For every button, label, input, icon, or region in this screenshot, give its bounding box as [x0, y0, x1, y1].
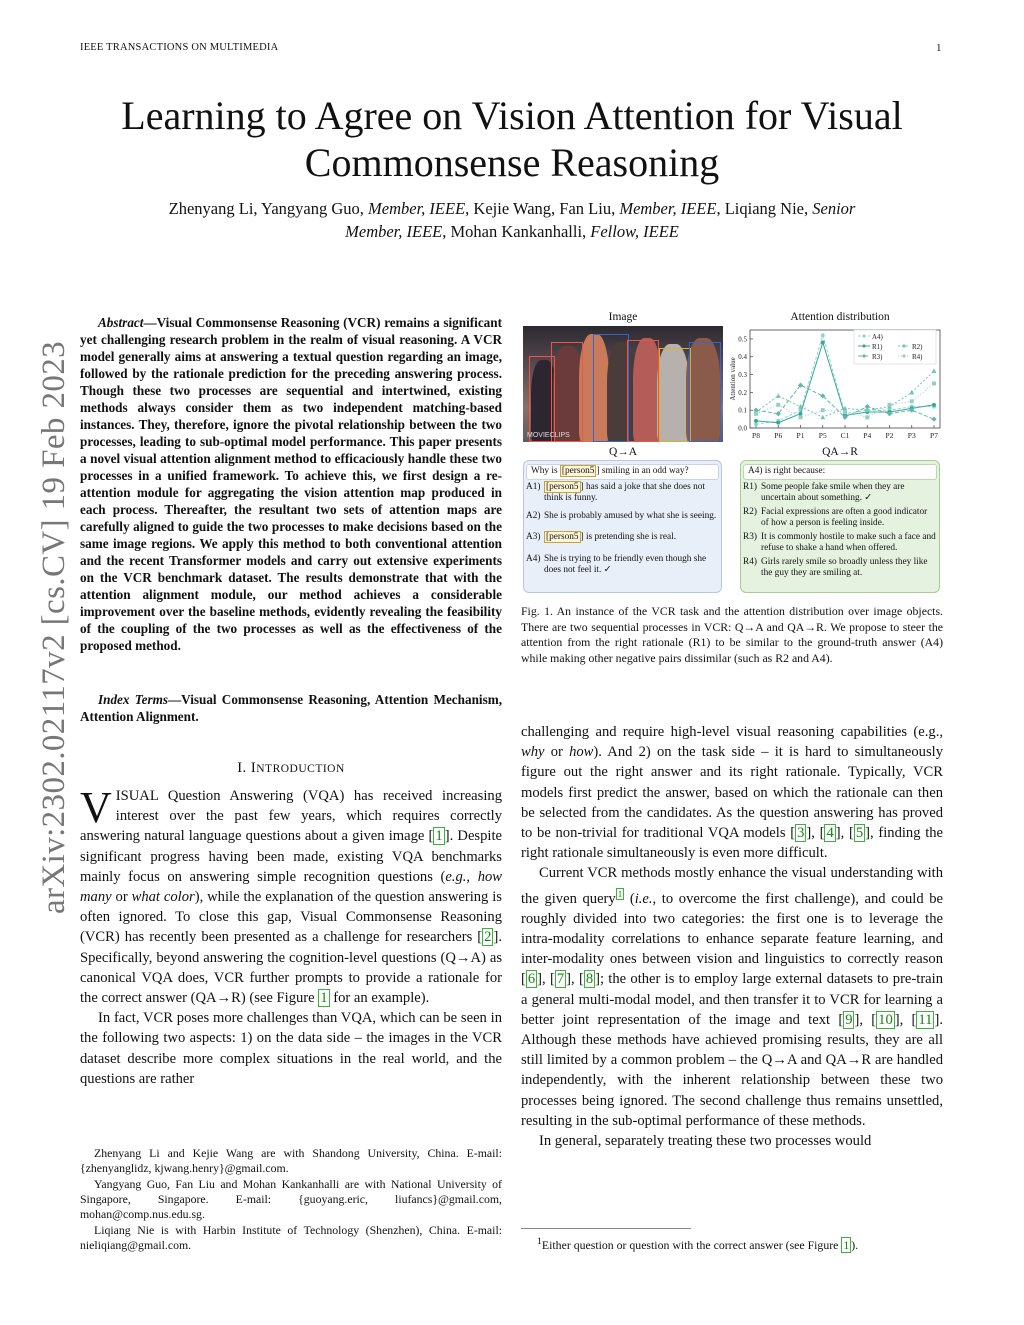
footnote-mark: 1 — [537, 1236, 542, 1247]
option-key: A3) — [526, 532, 541, 542]
data-point — [820, 415, 825, 420]
text-run: , finding the right rationale simultaneously is even more difficult. — [521, 825, 944, 862]
citation-link[interactable]: 9 — [845, 1011, 853, 1028]
text-run: , — [542, 971, 550, 988]
text-run: , — [811, 825, 820, 842]
y-axis-label: Attention value — [729, 357, 737, 401]
rationale-option — [743, 532, 937, 555]
author-list — [80, 197, 944, 243]
legend-label: R3) — [872, 353, 883, 361]
figure-image-label: Image — [608, 311, 638, 323]
data-point — [909, 390, 914, 395]
text-run: or — [544, 744, 570, 761]
x-tick-label: P5 — [818, 431, 827, 440]
text-run: for an example). — [329, 990, 430, 1007]
figure-movie-still — [523, 326, 723, 442]
answer-option — [526, 554, 719, 577]
footnote-1 — [537, 1236, 858, 1253]
qar-label: QA→R — [822, 446, 858, 458]
data-point — [931, 416, 936, 421]
data-point — [754, 422, 758, 426]
text-run: ] smiling in an odd way? — [596, 466, 689, 476]
legend-marker — [902, 344, 905, 347]
figure-attention-label: Attention distribution — [790, 311, 890, 323]
x-tick-label: P7 — [930, 431, 938, 440]
option-text: ] is pretending she is real. — [580, 532, 677, 542]
qa-label: Q→A — [608, 446, 638, 458]
citation-link[interactable]: 11 — [918, 1011, 933, 1028]
attention-chart — [728, 326, 944, 446]
abstract-label: Abstract — [98, 315, 144, 330]
x-tick-label: P6 — [774, 431, 783, 440]
rationale-box — [740, 460, 940, 593]
text-run: , — [466, 868, 478, 885]
legend-label: R2) — [912, 343, 923, 351]
option-key: R1) — [743, 481, 757, 492]
running-header: IEEE TRANSACTIONS ON MULTIMEDIA — [80, 42, 279, 53]
option-text: Girls rarely smile so broadly unless they like the guy they are smiling at. — [761, 556, 928, 578]
option-key: A2) — [526, 510, 541, 521]
data-point — [821, 408, 825, 412]
figure-caption: Fig. 1. An instance of the VCR task and the attention distribution over image objects. There are two sequential processes in VCR: Q→A and QA→R. We propose to steer the attention from the right rationale (R1) to be similar to the ground-truth answer (A4) while making other negative pairs dissimilar (such as R2 and A4). — [521, 604, 943, 665]
author-text: Zhenyang Li, Yangyang Guo, — [168, 199, 369, 218]
text-run: how many — [80, 868, 503, 906]
text-run: ). And 2) on the task side – it is hard to simultaneously figure out the right answer and its right rationale. Typically, VCR models first predict the answer, based on which the rationale can then be selected from the candidates. As the question answering has proved to be non-trivial for traditional VQA models — [521, 744, 943, 842]
text-run: Why is — [531, 466, 560, 476]
text-run: e.g. — [445, 868, 467, 885]
legend-label: A4) — [872, 333, 883, 341]
data-point — [932, 368, 937, 373]
text-run: why — [521, 744, 545, 761]
person-tag: [person5 — [546, 532, 579, 542]
text-run: ), while the explanation of the question answering is often ignored. To close this gap, Visual Commonsense Reasoning (VCR) has recently been presented as a challenge for researchers — [80, 889, 502, 946]
question — [526, 464, 719, 480]
author-role: Member, IEEE — [619, 199, 717, 218]
option-key: A4) — [526, 553, 541, 564]
answer-option — [526, 532, 719, 544]
data-point — [888, 403, 892, 407]
citation-link[interactable]: 5 — [855, 825, 864, 842]
option-text: She is trying to be friendly even though she does not feel it. ✓ — [544, 553, 707, 575]
data-point — [843, 410, 847, 414]
footnote-affiliation: Yangyang Guo, Fan Liu and Mohan Kankanhalli are with National University of Singapore, Singapore. E-mail: {guoyang.eric, liufancs}@gmail.com, mohan@comp.nus.edu.sg. — [80, 1177, 502, 1221]
text-run: . Although these methods have achieved promising results, they are all still limited by a common problem – the Q→A and QA→R are handled independently, with the inherent relationship between these two processes being ignored. The second challenge thus remains unsettled, resulting in the sub-optimal performance of these methods. — [521, 1011, 944, 1129]
citation-link[interactable]: 10 — [878, 1011, 893, 1028]
data-point — [865, 415, 869, 419]
right-paragraph-1: challenging and require high-level visual reasoning capabilities (e.g., why or how). And 2) on the task side – it is hard to simultaneously figure out the right answer and its right rationale. Typically, VCR models first predict the answer, based on which the rationale can then be selected from the candidates. As the question answering has proved to be non-trivial for traditional VQA models [ 3 ], [ 4 ], [ 5 ], finding the right rationale simultaneously is even more difficult. — [521, 724, 944, 862]
citation-link[interactable]: 1 — [435, 828, 443, 845]
footnote-link[interactable]: 1 — [617, 888, 623, 899]
citation-link[interactable]: 7 — [556, 971, 565, 988]
x-tick-label: P8 — [752, 431, 760, 440]
section-number: I. — [237, 760, 247, 776]
x-tick-label: P2 — [885, 431, 894, 440]
text-run: , to overcome the first challenge), and could be roughly divided into two categories: the first one is to leverage the intra-modality correlations to enhance separate feature learning, and inter-modality ones between vision and linguistics to correctly reason — [521, 890, 944, 968]
option-text: Facial expressions are often a good indicator of how a person is feeling inside. — [761, 506, 928, 528]
text-run: . Specifically, beyond answering the cognition-level questions (Q→A) as canonical VQA does, VCR further prompts to provide a rationale for the correct answer (QA→R) (see Figure — [80, 929, 502, 1007]
question-answer-box — [523, 460, 722, 593]
footnote-affiliation: Zhenyang Li and Kejie Wang are with Shandong University, China. E-mail: {zhenyanglidz, kjwang.henry}@gmail.com. — [80, 1146, 502, 1175]
legend-marker — [862, 334, 865, 337]
y-tick-label: 0.3 — [738, 371, 747, 380]
author-role: Member, IEEE — [368, 199, 466, 218]
data-point — [932, 381, 936, 385]
data-point — [754, 412, 758, 416]
abstract — [80, 314, 502, 654]
author-role: Member, IEEE — [345, 222, 443, 241]
intro-left-column — [80, 783, 503, 1089]
author-role: Senior — [812, 199, 856, 218]
data-point — [776, 403, 780, 407]
legend-label: R4) — [912, 353, 923, 361]
right-paragraph-3: In general, separately treating these two processes would — [539, 1132, 872, 1149]
data-point — [821, 340, 825, 344]
footnote-rule — [521, 1228, 691, 1229]
arxiv-stamp — [36, 0, 73, 1290]
data-point — [776, 421, 780, 425]
text-run: Either question or question with the correct answer (see Figure — [541, 1237, 842, 1252]
text-run: , — [899, 1011, 912, 1028]
data-point — [776, 393, 781, 398]
text-run: what color — [131, 889, 195, 906]
data-point — [799, 415, 803, 419]
text-run: i.e. — [634, 890, 653, 907]
citation-link[interactable]: 4 — [826, 825, 834, 842]
data-point — [799, 412, 803, 416]
rationale-head: A4) is right because: — [743, 464, 937, 480]
section-heading — [80, 760, 502, 777]
citation-link[interactable]: 6 — [527, 971, 536, 988]
author-footnotes — [80, 1146, 502, 1254]
legend-box — [854, 330, 936, 364]
y-tick-label: 0.1 — [738, 406, 747, 415]
person-tag: [person5 — [561, 466, 595, 476]
intro-paragraph-1: VISUAL Question Answering (VQA) has received increasing interest over the past few years, which requires correctly answering natural language questions about a given image [ 1 ]. Despite significant progress having been made, existing VQA benchmarks mainly focus on answering simple recognition questions (e.g., how many or what color), while the explanation of the question answering is often ignored. To close this gap, Visual Commonsense Reasoning (VCR) has recently been presented as a challenge for researchers [ 2 ]. Specifically, beyond answering the cognition-level questions (Q→A) as canonical VQA does, VCR further prompts to provide a rationale for the correct answer (QA→R) (see Figure 1 for an example). — [80, 783, 503, 1007]
option-text: Some people fake smile when they are uncertain about something. ✓ — [761, 481, 905, 503]
text-run: . Despite significant progress having been made, existing VQA benchmarks mainly focus on answering simple recognition questions ( — [80, 828, 502, 885]
author-text: , Liqiang Nie, — [716, 199, 813, 218]
option-key: R3) — [743, 531, 757, 542]
arxiv-id: arXiv:2302.02117v2 [cs.CV] 19 Feb 2023 — [36, 340, 72, 915]
data-point — [932, 403, 936, 407]
data-point — [754, 419, 758, 423]
y-tick-label: 0.4 — [738, 353, 747, 362]
citation-link[interactable]: 8 — [585, 971, 594, 988]
y-tick-label: 0.5 — [738, 335, 747, 344]
data-point — [910, 399, 914, 403]
text-run: , — [571, 971, 579, 988]
rationale-option — [743, 507, 937, 530]
right-paragraph-2: Current VCR methods mostly enhance the visual understanding with the given query $^1$ (i.e., to overcome the first challenge), and could be roughly divided into two categories: the first one is to leverage the intra-modality correlations to enhance separate feature learning, and inter-modality ones between vision and linguistics to correctly reason [ 6 ], [ 7 ], [ 8 ]; the other is to employ large external datasets to pre-train a general multi-modal model, and then transfer it to VCR for learning a better joint representation of the image and text [ 9 ], [ 10 ], [ 11 ]. Although these methods have achieved promising results, they are all still limited by a common problem – the Q→A and QA→R are handled independently, with the inherent relationship between these two processes being ignored. The second challenge thus remains unsettled, resulting in the sub-optimal performance of these methods. — [521, 865, 944, 1129]
index-terms-label: Index Terms — [98, 692, 168, 707]
option-text: ] has said a joke that she does not think is funny. — [544, 481, 705, 503]
data-point — [865, 404, 870, 409]
text-run: , — [859, 1011, 872, 1028]
legend-marker — [862, 354, 865, 357]
x-tick-label: P3 — [907, 431, 916, 440]
legend-marker — [862, 344, 865, 347]
drop-cap: V — [80, 783, 112, 832]
text-run: ISUAL Question Answering (VQA) has received increasing interest over the past few years, which requires correctly answering natural language questions about a given image — [80, 788, 502, 845]
x-tick-label: P1 — [796, 431, 805, 440]
intro-paragraph-2: In fact, VCR poses more challenges than VQA, which can be seen in the following two aspects: 1) on the data side – the images in the VCR dataset describe more complex situations in the real world, and the questions are rather — [80, 1010, 502, 1087]
citation-link[interactable]: 3 — [797, 825, 805, 842]
footnote-affiliation: Liqiang Nie is with Harbin Institute of Technology (Shenzhen), China. E-mail: nieliqiang@gmail.com. — [80, 1223, 502, 1252]
option-key: A1) — [526, 481, 541, 492]
text-run: or — [111, 889, 132, 906]
author-text: , Kejie Wang, Fan Liu, — [465, 199, 620, 218]
paper-title: Learning to Agree on Vision Attention for Visual Commonsense Reasoning — [121, 93, 903, 185]
legend-marker — [902, 354, 905, 357]
citation-link[interactable]: 2 — [484, 929, 492, 946]
figure-link[interactable]: 1 — [843, 1237, 850, 1252]
watermark: MOVIECLIPS — [527, 432, 570, 439]
author-text: , Mohan Kankanhalli, — [442, 222, 591, 241]
figure-link[interactable]: 1 — [320, 990, 328, 1007]
text-run: ). — [851, 1237, 859, 1252]
text-run: how — [569, 744, 594, 761]
option-key: R2) — [743, 506, 757, 517]
rationale-option — [743, 482, 937, 505]
text-run: Current VCR methods mostly enhance the visual understanding with the given query — [521, 865, 943, 907]
abstract-text: —Visual Commonsense Reasoning (VCR) remains a significant yet challenging research problem in the realm of visual reasoning. A VCR model generally aims at answering a textual question regarding an image, followed by the rationale prediction for the preceding answering process. Though these two processes are sequential and intertwined, existing methods always consider them as two independent matching-based instances. They, therefore, ignore the pivotal relationship between the two processes, leading to sub-optimal model performance. This paper presents a novel visual attention alignment method to efficaciously handle these two processes in a unified framework. To achieve this, we first design a re-attention module for aggregating the vision attention map produced in each process. Thereafter, the resultant two sets of attention maps are carefully aligned to guide the two processes to make decisions based on the same image regions. We apply this method to both conventional attention and the recent Transformer models and carry out extensive experiments on the VCR benchmark dataset. The results demonstrate that with the attention alignment module, our method achieves a considerable improvement over the baseline methods, evidently revealing the feasibility of the coupling of the two processes as well as the effectiveness of the proposed method. — [80, 315, 502, 653]
answer-option — [526, 511, 719, 523]
x-tick-label: C1 — [840, 431, 850, 440]
text-run: , — [840, 825, 849, 842]
answer-option — [526, 482, 719, 505]
y-tick-label: 0.0 — [738, 424, 747, 433]
text-run: challenging and require high-level visual reasoning capabilities (e.g., — [521, 724, 943, 740]
text-run: ( — [624, 890, 635, 907]
option-key: R4) — [743, 556, 757, 567]
text-run: ; the other is to employ large external datasets to pre-train a general multi-modal model, and then transfer it to VCR for learning a better joint representation of the image and text — [521, 971, 944, 1028]
rationale-option — [743, 557, 937, 580]
author-role: Fellow, IEEE — [590, 222, 679, 241]
section-rest: NTRODUCTION — [256, 763, 345, 775]
page-number: 1 — [936, 42, 942, 54]
data-point — [821, 333, 825, 337]
x-tick-label: P4 — [863, 431, 872, 440]
option-text: It is commonly hostile to make such a face and refuse to shake a hand when offered. — [761, 531, 936, 553]
person-tag: [person5 — [546, 481, 579, 492]
section-initial: I — [250, 760, 257, 776]
legend-label: R1) — [872, 343, 883, 351]
intro-right-column — [521, 722, 943, 1151]
y-tick-label: 0.2 — [738, 388, 747, 397]
index-terms — [80, 691, 502, 725]
option-text: She is probably amused by what she is seeing. — [544, 510, 717, 521]
index-terms-text: —Visual Commonsense Reasoning, Attention Mechanism, Attention Alignment. — [80, 692, 502, 724]
